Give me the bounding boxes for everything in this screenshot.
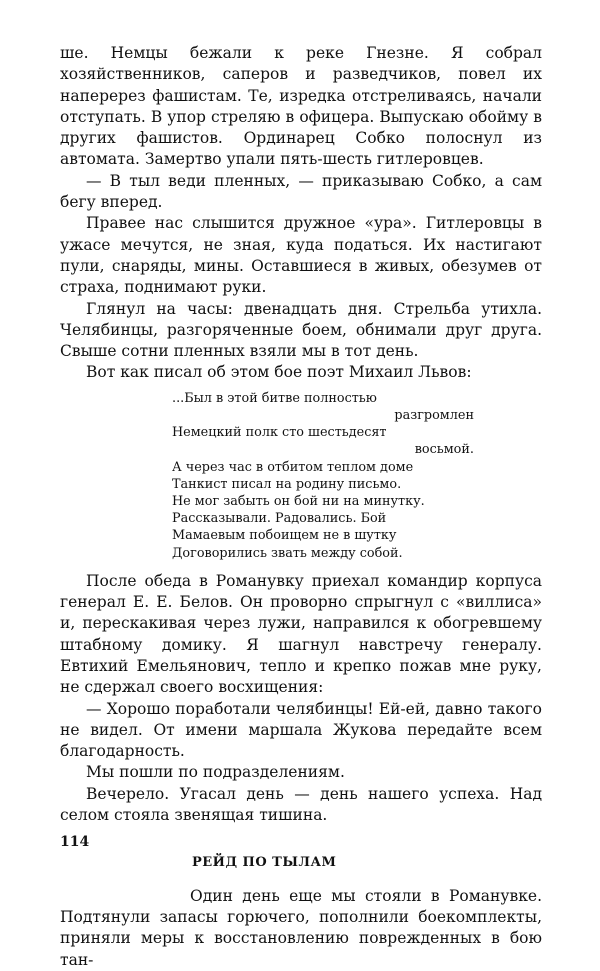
paragraph: Вот как писал об этом бое поэт Михаил Львов: [86,363,472,382]
paragraph: Мы пошли по подразделениям. [86,763,345,782]
page-body [60,43,542,971]
paragraph: Один день еще мы стояли в Романувке. Подтянули запасы горючего, пополнили боекомплекты, приняли меры к восстановлению поврежденных в бою тан- [60,886,542,969]
paragraph: ше. Немцы бежали к реке Гнезне. Я собрал хозяйственников, саперов и разведчиков, повел их наперерез фашистам. Те, изредка отстреливаясь, начали отступать. В упор стреляю в офицера. Выпускаю обойму в других фашистов. Ординарец Собко полоснул из автомата. Замертво упали пять-шесть гитлеровцев. [60,44,542,169]
paragraph: Правее нас слышится дружное «ура». Гитлеровцы в ужасе мечутся, не зная, куда податься. Их настигают пули, снаряды, мины. Оставшиеся в живых, обезумев от страха, поднимают руки. [60,214,542,297]
paragraph: — В тыл веди пленных, — приказываю Собко, а сам бегу вперед. [60,171,542,212]
page-number: 114 [60,834,90,850]
poem-quote [172,390,542,562]
poem-line: ...Был в этой битве полностью [172,390,377,406]
poem-line: Танкист писал на родину письмо. [172,476,402,492]
paragraph: После обеда в Романувку приехал командир корпуса генерал Е. Е. Белов. Он проворно спрыгнул с «виллиса» и, перескакивая через лужи, направился к обогревшему штабному домику. Я шагнул навстречу генералу. Евтихий Емельянович, тепло и крепко пожав мне руку, не сдержал своего восхищения: [60,571,542,697]
paragraph: Глянул на часы: двенадцать дня. Стрельба утихла. Челябинцы, разгоряченные боем, обнимали друг друга. Свыше сотни пленных взяли мы в тот день. [60,299,542,361]
poem-line: А через час в отбитом теплом доме [172,459,414,475]
poem-line: Не мог забыть он бой ни на минутку. [172,493,425,509]
poem-line-continuation: восьмой. [414,442,474,458]
poem-line: Немецкий полк сто шестьдесят [172,425,387,441]
poem-line-continuation: разгромлен [394,407,474,423]
poem-line: Рассказывали. Радовались. Бой [172,511,387,527]
section-title: РЕЙД ПО ТЫЛАМ [192,855,337,871]
poem-line: Мамаевым побоищем не в шутку [172,528,397,544]
paragraph: Вечерело. Угасал день — день нашего успеха. Над селом стояла звенящая тишина. [60,784,542,825]
poem-line: Договорились звать между собой. [172,545,403,561]
paragraph: — Хорошо поработали челябинцы! Ей-ей, давно такого не видел. От имени маршала Жукова передайте всем благодарность. [60,699,542,761]
